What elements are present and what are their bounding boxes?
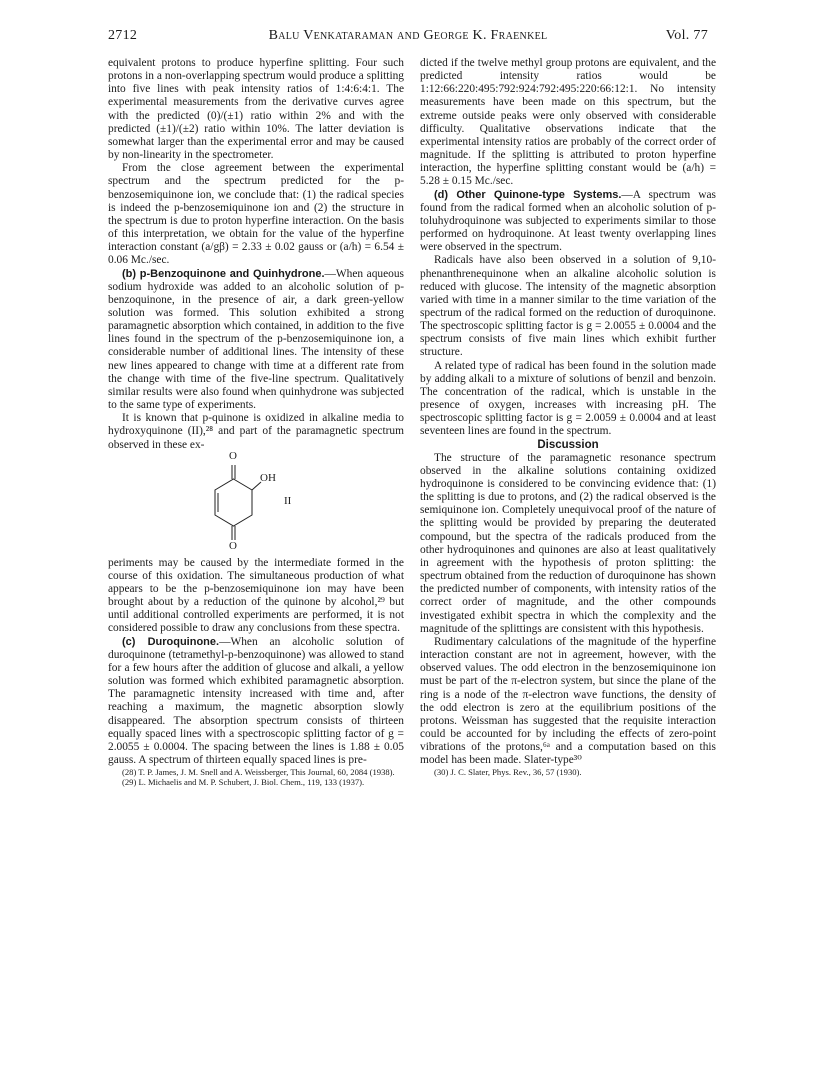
paragraph: From the close agreement between the experimental spectrum and the spectrum predicted for the p-benzosemiquinone ion, we conclude that: (1) the radical species is indeed the p-benzosemiquinone ion and (2) the structure in the spectrum is due to proton hyperfine interaction. On the basis of this interpretation, we obtain for the value of the hyperfine interaction constant (a/gβ) = 2.33 ± 0.02 gauss or (a/h) = 6.54 ± 0.06 Mc./sec. (108, 162, 404, 267)
paragraph-text: —When aqueous sodium hydroxide was added to an alcoholic solution of p-benzoquinone, in the presence of air, a dark green-yellow solution was formed. This solution exhibited a strong paramagnetic absorption which contained, in addition to the five lines found in the spectrum of the p-benzosemiquinone ion, a considerable number of additional lines. The intensity of these new lines appeared to change with time at a different rate from the change with time of the five-line spectrum. Qualitatively similar results were also found when quinhydrone was subjected to the same type of experiments. (108, 267, 404, 412)
paragraph (108, 268, 404, 413)
paragraph: Radicals have also been observed in a solution of 9,10-phenanthrenequinone when an alkaline alcoholic solution is reduced with glucose. The intensity of the magnetic absorption varied with time in a manner similar to the time variation of the spectrum of the radical formed on the reduction of duroquinone. The spectroscopic splitting factor is g = 2.0055 ± 0.0004 and the spectrum consists of five main lines which exhibit further structure. (420, 254, 716, 359)
structure-drawing (108, 455, 404, 555)
section-heading-b: (b) p-Benzoquinone and Quinhydrone. (122, 267, 325, 280)
footnote-30: (30) J. C. Slater, Phys. Rev., 36, 57 (1930). (434, 767, 582, 778)
oxygen-bottom-label: O (229, 539, 237, 552)
left-column (108, 57, 404, 788)
paragraph: It is known that p-quinone is oxidized in alkaline media to hydroxyquinone (II),²⁸ and part of the paramagnetic spectrum observed in these ex- (108, 412, 404, 451)
oxygen-top-label: O (229, 449, 237, 462)
volume-label: Vol. 77 (665, 28, 708, 43)
paragraph: dicted if the twelve methyl group protons are equivalent, and the predicted intensity ratios would be 1:12:66:220:495:792:924:792:495:220:66:12:1. No intensity measurements have been made on this spectrum, but the extreme outside peaks were only observed with considerable difficulty. Qualitative observations indicate that the experimental intensity ratios are probably of the correct order of magnitude. If the splitting is attributed to proton hyperfine interaction, the hyperfine splitting constant would be (a/h) = 5.28 ± 0.15 Mc./sec. (420, 57, 716, 188)
paragraph: Rudimentary calculations of the magnitude of the hyperfine interaction constant are not in agreement, however, with the observed values. The odd electron in the benzosemiquinone ion must be part of the π-electron system, but since the plane of the ring is a node of the π-electron wave functions, the density of the odd electron is zero at the equilibrium positions of the protons. Weissman has suggested that the requisite interaction could be accounted for by including the effects of zero-point vibrations of the protons,⁶ᵃ and a computation based on this model has been made. Slater-type³⁰ (420, 635, 716, 767)
paragraph (108, 636, 404, 768)
hydroxyl-label: OH (260, 471, 276, 484)
right-column (420, 57, 716, 778)
footnote-29: (29) L. Michaelis and M. P. Schubert, J. Biol. Chem., 119, 133 (1937). (122, 777, 365, 788)
paragraph: equivalent protons to produce hyperfine splitting. Four such protons in a non-overlapping spectrum would produce a splitting into five lines with peak intensity ratios of 1:4:6:4:1. The experimental measurements from the derivative curves agree with the predicted (0)/(±1) ratio within 2% and with the predicted (±1)/(±2) ratio within 10%. The latter deviation is somewhat larger than the experimental error and may be caused by non-linearity in the spectrometer. (108, 57, 404, 162)
paragraph (420, 189, 716, 255)
hydroxyquinone-structure (108, 449, 404, 555)
discussion-heading: Discussion (537, 438, 599, 451)
running-header (108, 28, 708, 48)
running-authors: Balu Venkataraman and George K. Fraenkel (268, 28, 548, 43)
section-heading-d: (d) Other Quinone-type Systems. (434, 188, 622, 201)
paragraph: A related type of radical has been found in the solution made by adding alkali to a mixture of solutions of benzil and benzoin. The concentration of the radical, which is unstable in the presence of oxygen, increases with increasing pH. The spectroscopic splitting factor is g = 2.0059 ± 0.0004 and at least seventeen lines are found in the spectrum. (420, 359, 716, 438)
compound-number: II (284, 494, 292, 507)
section-heading-c: (c) Duroquinone. (122, 635, 220, 648)
paragraph-text: —A spectrum was found from the radical formed when an alcoholic solution of p-toluhydroquinone was subjected to experiments similar to those performed on hydroquinone. At least twenty overlapping lines were observed in the spectrum. (420, 188, 716, 254)
footnote-28: (28) T. P. James, J. M. Snell and A. Weissberger, This Journal, 60, 2084 (1938). (122, 767, 395, 778)
paragraph: periments may be caused by the intermediate formed in the course of this oxidation. The simultaneous production of what appears to be the p-benzosemiquinone ion may have been brought about by a reduction of the quinone by alcohol,²⁹ but until additional controlled experiments are performed, it is not considered possible to draw any conclusions from these spectra. (108, 556, 404, 635)
paragraph: The structure of the paramagnetic resonance spectrum observed in the alkaline solutions containing oxidized hydroquinone is considered to be convincing evidence that: (1) the splitting is due to protons, and (2) the radical observed is the semiquinone ion. Completely unequivocal proof of the nature of the splitting would be provided by preparing the deuterated compound, but the spectra of the radicals produced from the other hydroquinones and quinones are also at least qualitatively in agreement with the hypothesis of proton splitting: the spectrum obtained from the reduction of duroquinone has shown the predicted number of components, with intensity ratios of the correct order of magnitude, and the other compounds investigated exhibit spectra in which the complexity and the magnitude of the splittings are consistent with this hypothesis. (420, 451, 716, 635)
page-number: 2712 (108, 28, 138, 43)
paragraph-text: —When an alcoholic solution of duroquinone (tetramethyl-p-benzoquinone) was allowed to stand for a few hours after the addition of glucose and alkali, a yellow solution was formed which exhibited paramagnetic absorption. The paramagnetic intensity increased with time and, after reaching a maximum, the magnetic absorption slowly disappeared. The absorption spectrum consists of thirteen equally spaced lines with a spectroscopic splitting factor of g = 2.0055 ± 0.0004. The spacing between the lines is 1.88 ± 0.05 gauss. A spectrum of thirteen equally spaced lines is pre- (108, 635, 404, 767)
